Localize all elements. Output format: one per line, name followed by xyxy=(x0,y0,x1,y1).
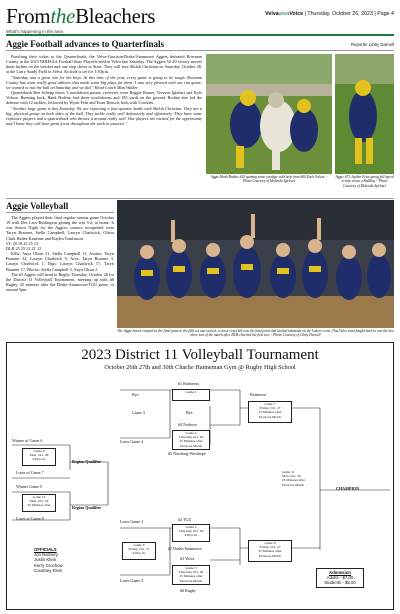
issue-line: VelvaareaVoice | Thursday, October 26, 2023 | Page 4 xyxy=(265,11,394,17)
section-tagline: What's happening in the area xyxy=(6,29,63,34)
game-box: Game 8 Friday, Oct. 27 25 Minutes after Previous Match xyxy=(248,540,292,562)
seed-label: #2 TGU xyxy=(178,517,192,522)
game-box: Game 9 Mon. Oct. 30 4:00 p.m. xyxy=(22,448,56,466)
bracket-title: 2023 District 11 Volleyball Tournament xyxy=(81,347,319,363)
winner-label: Winner Game 5 xyxy=(16,484,42,489)
game-box: Game 4 Thursday Oct. 26 25 Minutes after Previous Match xyxy=(172,430,210,450)
bye-label: Bye xyxy=(186,410,193,415)
loser-label: Loser of Game 7 xyxy=(16,470,44,475)
paragraph: Quarterback Ben Schepp threw 3 touchdown passes, receivers were Reggie Brauer, Treyson Iglehart and Kyle Volson. Running back, Hank Bodine, had three touchdowns and 185 yards on the ground. Bodine also led the defense with 12 tackles, followed by Wyatt Fehr and Evan Reusch, both with 5 tackles. xyxy=(6,90,202,106)
seed-label: #7 Drake/Anamoose xyxy=(168,546,202,551)
official-name: Kerry Grochow xyxy=(34,562,63,568)
seed-label: #3 Velva xyxy=(180,556,195,561)
officials-list xyxy=(34,547,94,573)
football-headline: Aggie Football advances to Quarterfinals xyxy=(6,39,164,49)
official-name: Courtney Klein xyxy=(34,567,63,573)
paragraph: "Another huge game is this Saturday. We are expecting a four-quarter battle with Shiloh Christian. They are a big, physical group on both sides of the ball. They tackle really well defensively and offensively. They have some explosive players and a quarterback who throws it around really well. Our players are excited for the opportunity and I know they will have great focus throughout the week in practice." xyxy=(6,105,202,127)
champion-label: CHAMPION xyxy=(336,486,360,491)
admission-price: Students - $5.00 xyxy=(324,580,356,586)
bye-label: Bye xyxy=(132,392,139,397)
volleyball-headline: Aggie Volleyball xyxy=(6,201,69,211)
football-caption-1: Aggie Hank Bodine #20 gaining some yardage with help from #60 Zach Volson. - Photo Courtesy of Malynda Iglehart xyxy=(210,175,328,184)
paragraph: Punching their ticket to the Quarterfinals, the Velva-Garrison-Drake/Anamoose Aggies defeated Bowman County in the 2023 NDHSAA Football State Playoffs held in Velva late Saturday. The Aggies 52-20 victory moves them further on the bracket and one step closer to State. They will face Shiloh Christian on Saturday, October 28, at the Larry Saady Field in Velva. Kickoff is set for 1:30p.m. xyxy=(6,54,202,75)
game-box: Game 3 Thursday Oct. 26 25 Minutes after Previous Match xyxy=(172,565,210,585)
football-caption-2: Aggie #71 Jayden Fries going full speed to take down a Bulldog. - Photo Courtesy of Malynda Iglehart xyxy=(335,175,394,188)
volleyball-caption: The Aggie bench erupted as the final point in the fifth set was scored; a cross-court kill was the final point that landed inbounds on the Lakers court. This Velva team fought back to win the last three sets of the match after DLB clinched the first two. - Photo Courtesy of Libby Darnell xyxy=(117,329,394,338)
loser-label: Loser Game 4 xyxy=(120,439,144,444)
winner-label: Winner of Game 6 xyxy=(12,438,43,443)
region-qualifier-label: Region Qualifier xyxy=(72,459,102,464)
officials-title: OFFICIALS xyxy=(34,547,57,552)
official-name: Justin Klein xyxy=(34,557,56,563)
game-box: Game 1 xyxy=(172,389,210,401)
admission-box xyxy=(316,568,364,588)
football-reporter: Reporter Libby Darnell xyxy=(351,42,394,47)
section-title: FromtheBleachers xyxy=(6,4,156,28)
game-box: Game 11 Mon. Oct. 30 25 Minutes after Previous Match xyxy=(282,470,306,487)
seed-label: #6 Rugby xyxy=(180,588,197,593)
region-qualifier-label: Region Qualifier xyxy=(72,505,102,510)
loser-label: Loser of Game 8 xyxy=(16,516,44,521)
game-box: Game 7 Friday, Oct. 27 25 Minutes after Previous Match xyxy=(248,401,292,423)
paragraph: The Aggies played their final regular season game October 19 with Des Lacs-Burlington getting the win 3-2, at home. It was Senior Night for the Aggies, seniors recognized were Taryn Brauner, Stella Campbell, Lauryn Chadwick, Olivia Clark Hailee Krumme and Kaylin Tomlinson. xyxy=(6,215,114,241)
admission-price: Adults - $7.00 xyxy=(326,575,354,581)
game-box: Game 2 Thursday Oct. 26 4:00 p.m. xyxy=(172,524,210,542)
game-box: Game 10 Mon. Oct. 30 25 Minutes after xyxy=(22,494,56,512)
seed-label: #4 Nedrose xyxy=(178,422,197,427)
game-label: Game 3 xyxy=(132,410,145,415)
bracket-subtitle: October 26th 27th and 30th Charlie Hanneman Gym @ Rugby High School xyxy=(104,364,296,371)
score-line: DLB 25 25 21 21 12 xyxy=(6,245,42,251)
loser-label: Loser Game 2 xyxy=(120,519,144,524)
paragraph: Kills: Anya Olson 21, Stella Campbell 11, Assists: Taryn Brauner 32, Lauryn Chadwick 9, Aces: Taryn Brauner 3, Lauryn Chadwick 1, Digs: Lauryn Chadwick 17, Taryn Brauner 17, Blocks: Stella Campbell 3, Anya Olson 2. xyxy=(6,251,114,272)
seed-label: #1 Bottineau xyxy=(178,381,200,386)
paragraph: "Saturday was a great win for the boys. At this time of the year, every game is going to be tough. Bowman County has some really good athletes that made some big plays for them. I was very pleased with our run game; we wanted to run the ball on Saturday and we did." Head Coach Matt Walker. xyxy=(6,74,202,90)
score-line: VL 20 18 25 25 13 xyxy=(6,240,39,246)
admission-title: Admission xyxy=(329,570,351,575)
team-label: Bottineau xyxy=(250,392,266,397)
paragraph: The #3 Aggies will head to Rugby Thursday, October 26 for the District 11 Volleyball Tournament, meeting up with #6 Rugby, 25 minutes after the Drake-Anamoose/TGU game, or around 5pm. xyxy=(6,271,114,293)
game-box: Game 6 Friday, Oct. 27 4:00 p.m. xyxy=(122,542,156,560)
official-name: Jon Ramsey xyxy=(34,552,58,558)
seed-label: #5 Newburg-Westhope xyxy=(168,451,206,456)
loser-label: Loser Game 3 xyxy=(120,578,144,583)
